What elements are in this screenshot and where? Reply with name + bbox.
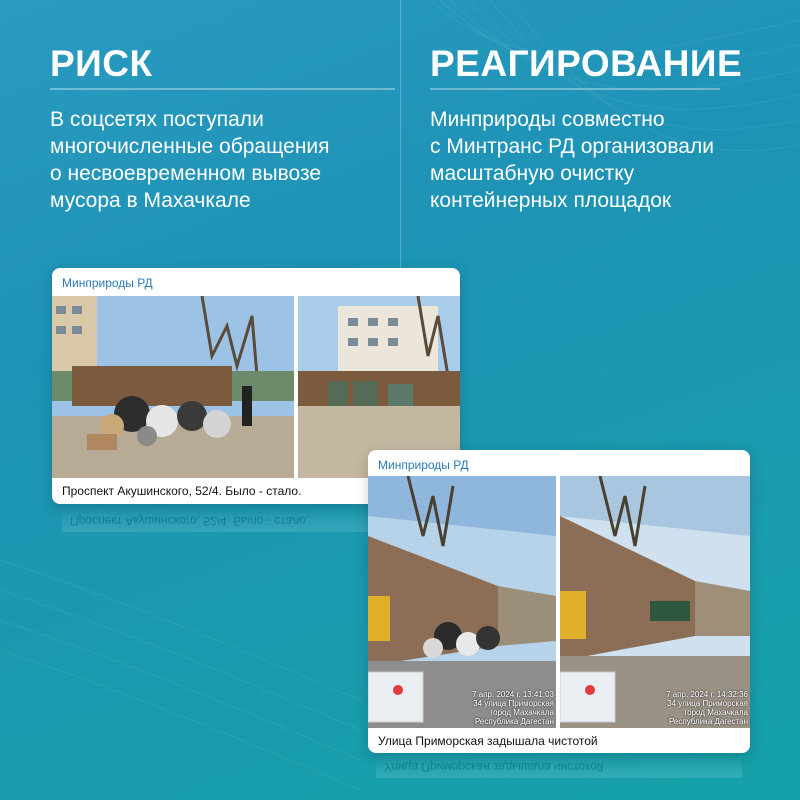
stamp-line: Республика Дагестан bbox=[668, 717, 748, 726]
card-source: Минприроды РД bbox=[378, 458, 469, 472]
response-underline bbox=[430, 88, 720, 90]
card2-reflection: Улица Приморская задышала чистотой bbox=[376, 754, 742, 778]
card-caption: Улица Приморская задышала чистотой bbox=[378, 734, 598, 748]
risk-line: многочисленные обращения bbox=[50, 135, 330, 158]
stamp-line: 7 апр. 2024 г. 14:32:36 bbox=[666, 690, 748, 699]
response-line: с Минтранс РД организовали bbox=[430, 135, 714, 158]
stamp-line: 7 апр. 2024 г. 13:41:03 bbox=[472, 690, 554, 699]
risk-title: РИСК bbox=[50, 43, 153, 84]
photo-timestamp bbox=[472, 690, 554, 726]
photo-before bbox=[368, 476, 556, 728]
column-divider bbox=[400, 0, 401, 270]
stamp-line: Республика Дагестан bbox=[474, 717, 554, 726]
response-description bbox=[430, 106, 770, 214]
stamp-line: 34 улица Приморская bbox=[667, 699, 748, 708]
risk-description bbox=[50, 106, 390, 214]
photo-timestamp bbox=[666, 690, 748, 726]
response-line: контейнерных площадок bbox=[430, 189, 672, 212]
post-card-primorskaya bbox=[368, 450, 750, 753]
response-line: Минприроды совместно bbox=[430, 108, 665, 131]
risk-line: мусора в Махачкале bbox=[50, 189, 251, 212]
photo-after bbox=[560, 476, 750, 728]
response-line: масштабную очистку bbox=[430, 162, 635, 185]
card-caption: Проспект Акушинского, 52/4. Было - стало. bbox=[62, 484, 302, 498]
card-source: Минприроды РД bbox=[62, 276, 153, 290]
risk-line: В соцсетях поступали bbox=[50, 108, 264, 131]
risk-line: о несвоевременном вывозе bbox=[50, 162, 322, 185]
risk-heading bbox=[50, 42, 395, 90]
stamp-line: 34 улица Приморская bbox=[473, 699, 554, 708]
response-heading bbox=[430, 42, 742, 90]
card1-reflection: Проспект Акушинского, 52/4. Было - стало. bbox=[62, 506, 452, 532]
stamp-line: город Махачкала bbox=[490, 708, 554, 717]
response-title: РЕАГИРОВАНИЕ bbox=[430, 43, 743, 84]
photo-before bbox=[52, 296, 294, 478]
risk-underline bbox=[50, 88, 395, 90]
stamp-line: город Махачкала bbox=[684, 708, 748, 717]
